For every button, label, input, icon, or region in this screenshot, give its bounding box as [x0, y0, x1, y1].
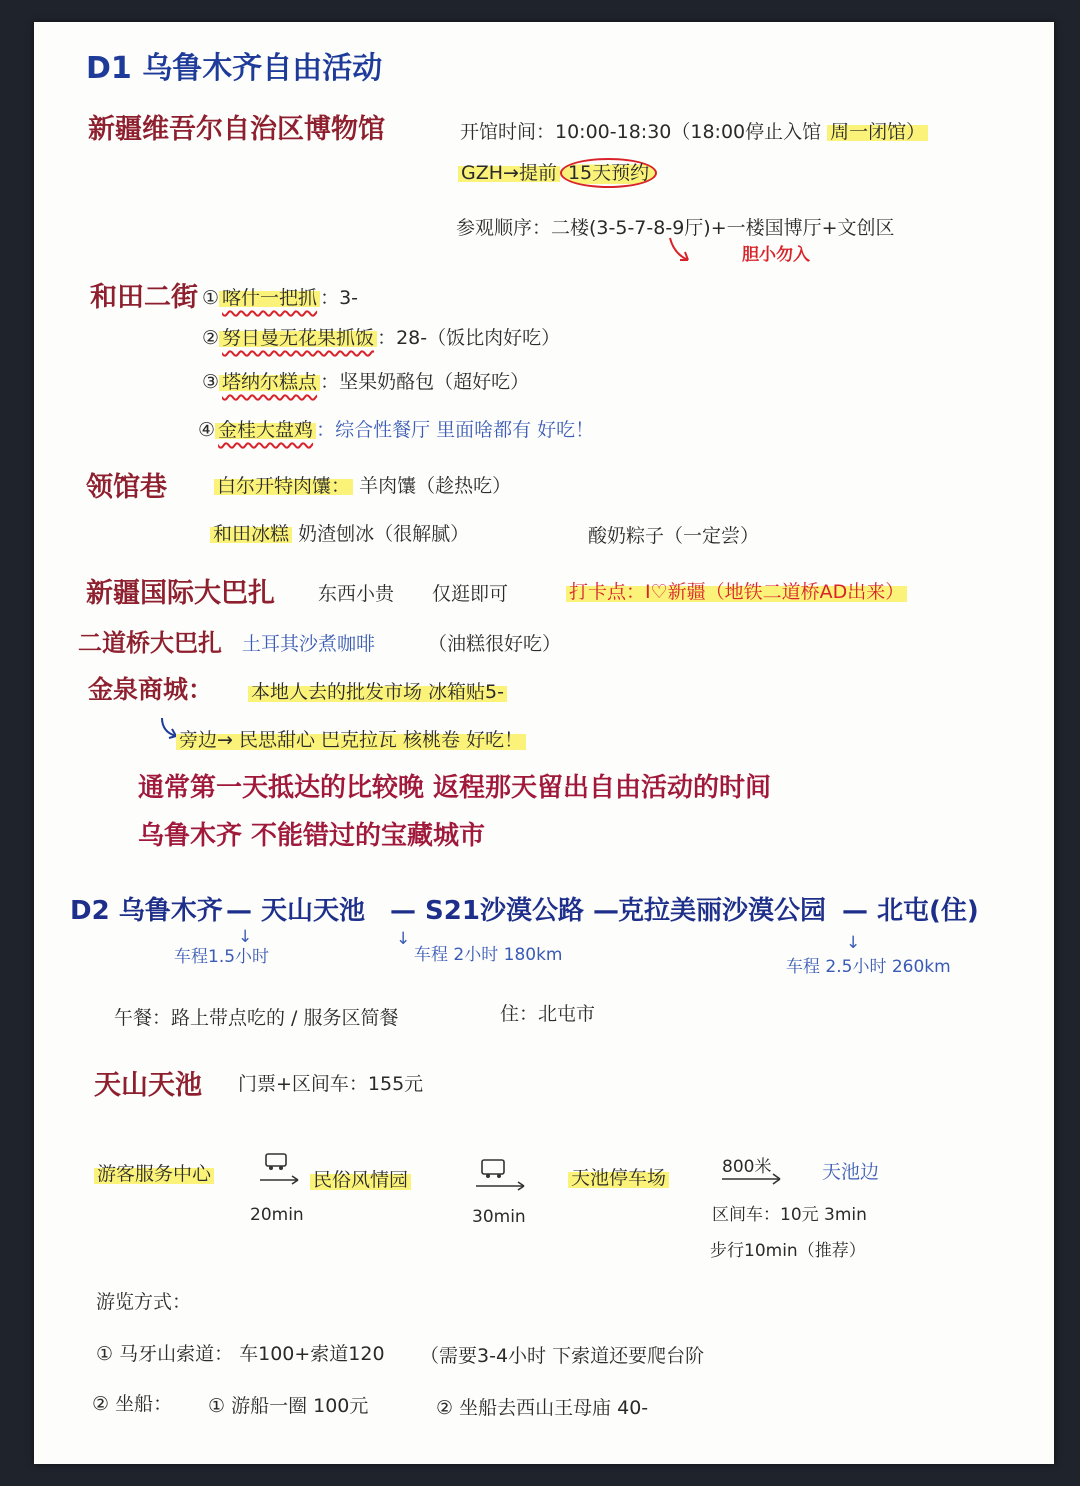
jinquan-nearby: 旁边→ 民思甜心 巴克拉瓦 核桃卷 好吃！ [176, 730, 526, 752]
day1-title: D1 乌鲁木齐自由活动 [86, 51, 383, 86]
lingguan-item-1 [214, 476, 511, 498]
bazaar-checkin: 打卡点：I♡新疆（地铁二道桥AD出来） [566, 582, 907, 604]
jinquan-desc: 本地人去的批发市场 冰箱贴5- [248, 682, 507, 704]
item-name: 塔纳尔糕点 [219, 371, 320, 393]
hetian-item-2 [202, 328, 560, 350]
tour-line-2c: ② 坐船去西山王母庙 40- [436, 1397, 649, 1419]
erdaoqiao-name: 二道桥大巴扎 [78, 629, 222, 657]
tour-title: 游览方式： [96, 1291, 192, 1313]
shuttle-bus-icon [258, 1152, 304, 1188]
booking-circled: 15天预约 [560, 158, 657, 188]
erdaoqiao-desc2: （油糕很好吃） [428, 633, 562, 655]
flow-shuttle: 区间车：10元 3min [712, 1205, 867, 1225]
lingguan-item-2 [210, 524, 469, 546]
item-desc: ：综合性餐厅 里面啥都有 好吃！ [316, 419, 595, 441]
museum-hours [460, 122, 928, 144]
item-number: ③ [202, 371, 220, 393]
tour-line-1b: （需要3-4小时 下索道还要爬台阶 [420, 1345, 705, 1367]
stay-note: 住：北屯市 [500, 1003, 596, 1025]
down-arrow-icon: ↓ [396, 929, 411, 949]
museum-hours-text: 开馆时间：10:00-18:30（18:00停止入馆 [460, 121, 822, 143]
tianchi-name: 天山天池 [94, 1070, 202, 1101]
day2-stop-2: — S21沙漠公路 — [390, 896, 620, 926]
item-desc: ：3- [320, 287, 359, 309]
tour-line-2b: ① 游船一圈 100元 [208, 1395, 369, 1417]
item-number: ① [202, 287, 220, 309]
drive-time-3: 车程 2.5小时 260km [786, 957, 951, 977]
timid-note: 胆小勿入 [742, 245, 810, 265]
hetian-item-4 [198, 420, 594, 442]
flow-stop-1: 游客服务中心 [94, 1164, 214, 1186]
museum-name: 新疆维吾尔自治区博物馆 [88, 114, 385, 145]
item-name: 和田冰糕 [210, 523, 292, 545]
museum-booking [458, 163, 657, 185]
museum-order: 参观顺序：二楼(3-5-7-8-9厅)+一楼国博厅+文创区 [456, 217, 895, 239]
note-1: 通常第一天抵达的比较晚 返程那天留出自由活动的时间 [138, 773, 772, 803]
item-name: 喀什一把抓 [219, 287, 320, 309]
lunch-note: 午餐：路上带点吃的 / 服务区简餐 [114, 1007, 399, 1029]
flow-walk: 步行10min（推荐） [710, 1241, 866, 1261]
drive-time-2: 车程 2小时 180km [414, 945, 563, 965]
bazaar-desc1: 东西小贵 [318, 583, 395, 605]
arrow-icon [720, 1172, 786, 1186]
day2-title: D2 乌鲁木齐 [70, 896, 223, 926]
shuttle-bus-icon [474, 1156, 530, 1196]
flow-stop-4: 天池边 [822, 1161, 880, 1183]
lingguan-item-3: 酸奶粽子（一定尝） [588, 525, 760, 547]
day2-stop-1: — 天山天池 [226, 896, 366, 926]
down-arrow-icon: ↓ [238, 927, 253, 947]
flow-stop-3: 天池停车场 [568, 1168, 669, 1190]
tianchi-ticket: 门票+区间车：155元 [238, 1073, 424, 1095]
tour-line-2a: ② 坐船： [92, 1393, 173, 1415]
item-number: ④ [198, 419, 216, 441]
arrow-icon [666, 236, 694, 266]
hetian-item-3 [202, 372, 529, 394]
erdaoqiao-desc1: 土耳其沙煮咖啡 [242, 633, 376, 655]
item-desc: 羊肉馕（趁热吃） [359, 475, 512, 497]
hetian-item-1 [202, 288, 358, 310]
item-number: ② [202, 327, 220, 349]
flow-stop-2: 民俗风情园 [310, 1170, 411, 1192]
day2-stop-4: — 北屯(住) [842, 896, 979, 926]
drive-time-1: 车程1.5小时 [174, 947, 270, 967]
item-desc: ：28-（饭比肉好吃） [377, 327, 561, 349]
jinquan-name: 金泉商城： [88, 675, 214, 704]
flow-time-2: 30min [472, 1207, 526, 1227]
down-arrow-icon: ↓ [846, 933, 861, 953]
flow-distance: 800米 [722, 1157, 772, 1177]
item-desc: 奶渣刨冰（很解腻） [298, 523, 470, 545]
tour-line-1a: ① 马牙山索道： 车100+索道120 [96, 1343, 385, 1365]
flow-time-1: 20min [250, 1205, 304, 1225]
bazaar-desc2: 仅逛即可 [432, 583, 509, 605]
lingguan-name: 领馆巷 [86, 472, 167, 503]
hetian-name: 和田二街 [90, 282, 198, 313]
day2-stop-3: 克拉美丽沙漠公园 [618, 896, 827, 926]
museum-closed: 周一闭馆） [827, 121, 928, 143]
item-name: 金桂大盘鸡 [215, 419, 316, 441]
note-2: 乌鲁木齐 不能错过的宝藏城市 [138, 821, 486, 851]
bazaar-name: 新疆国际大巴扎 [86, 578, 275, 609]
item-desc: ：坚果奶酪包（超好吃） [320, 371, 530, 393]
booking-prefix: GZH→提前 [458, 162, 560, 184]
item-name: 白尔开特肉馕： [214, 475, 353, 497]
item-name: 努日曼无花果抓饭 [219, 327, 377, 349]
